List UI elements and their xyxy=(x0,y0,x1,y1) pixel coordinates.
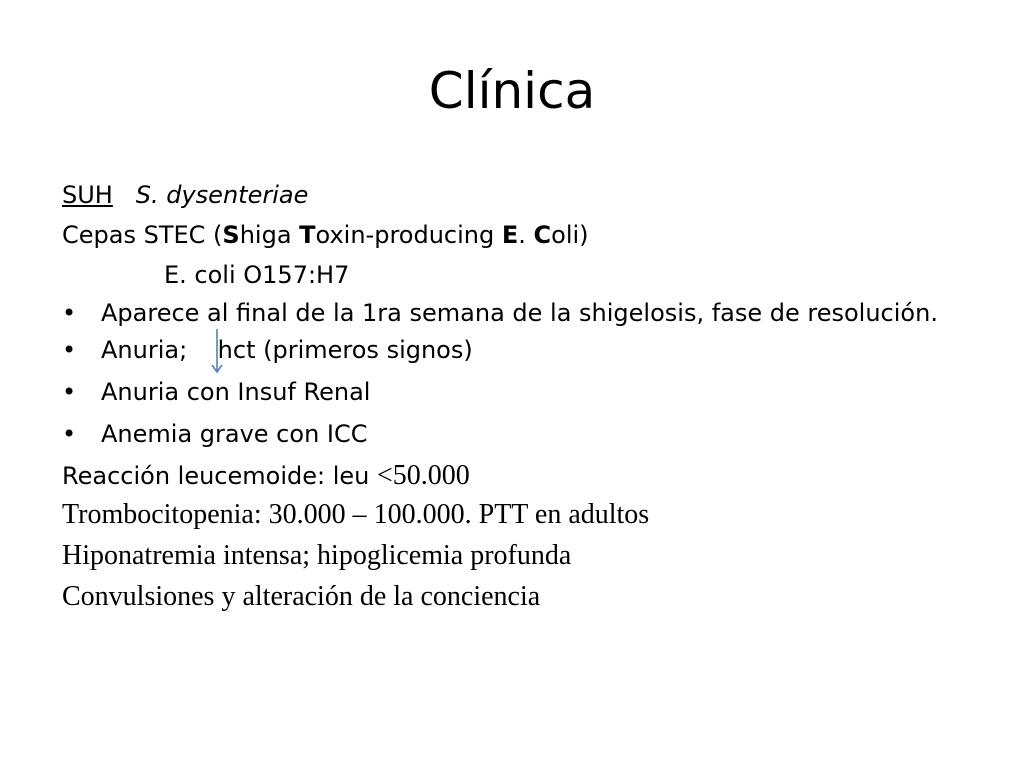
cepas-bold-t: T xyxy=(299,221,316,249)
bullet-dot: • xyxy=(62,336,77,364)
slide-title: Clínica xyxy=(428,62,596,120)
line-convulsiones: Convulsiones y alteración de la conciencia xyxy=(62,581,541,612)
cepas-bold-s: S xyxy=(222,221,240,249)
bullet-item-anuria-insuf xyxy=(62,377,962,407)
down-arrow-icon xyxy=(210,327,224,375)
cepas-bold-c: C xyxy=(533,221,552,249)
leucemoide-value: <50.000 xyxy=(376,460,470,491)
bullet-text: Anuria con Insuf Renal xyxy=(101,378,371,406)
bullet-item-aparece xyxy=(62,300,962,327)
cepas-bold-e: E xyxy=(501,221,519,249)
bullet-item-anemia xyxy=(62,419,962,449)
bullet-text: Aparece al final de la 1ra semana de la shigelosis, fase de resolución. xyxy=(101,299,938,327)
bullet-dot: • xyxy=(62,420,77,448)
line-reaccion-leucemoide xyxy=(62,461,962,491)
line-cepas-stec xyxy=(62,220,962,250)
s-dysenteriae: S. dysenteriae xyxy=(135,181,309,209)
suh-label: SUH xyxy=(62,181,113,209)
bullet-text: Anuria; hct (primeros signos) xyxy=(101,336,473,364)
cepas-text-4: . xyxy=(518,221,534,249)
cepas-text-5: oli) xyxy=(551,221,589,249)
line-suh xyxy=(62,180,962,210)
leucemoide-label: Reacción leucemoide: leu xyxy=(62,462,377,490)
bullet-text: Anemia grave con ICC xyxy=(101,420,368,448)
cepas-text-1: Cepas STEC ( xyxy=(62,221,223,249)
bullet-item-anuria-hct xyxy=(62,335,962,365)
line-trombocitopenia: Trombocitopenia: 30.000 – 100.000. PTT en adultos xyxy=(62,499,650,530)
bullet-dot: • xyxy=(62,378,77,406)
cepas-text-2: higa xyxy=(239,221,300,249)
line-ecoli-strain: E. coli O157:H7 xyxy=(164,261,350,289)
bullet-dot: • xyxy=(62,299,77,327)
line-hiponatremia: Hiponatremia intensa; hipoglicemia profunda xyxy=(62,540,572,571)
slide-body xyxy=(62,180,962,622)
cepas-text-3: oxin-producing xyxy=(315,221,502,249)
